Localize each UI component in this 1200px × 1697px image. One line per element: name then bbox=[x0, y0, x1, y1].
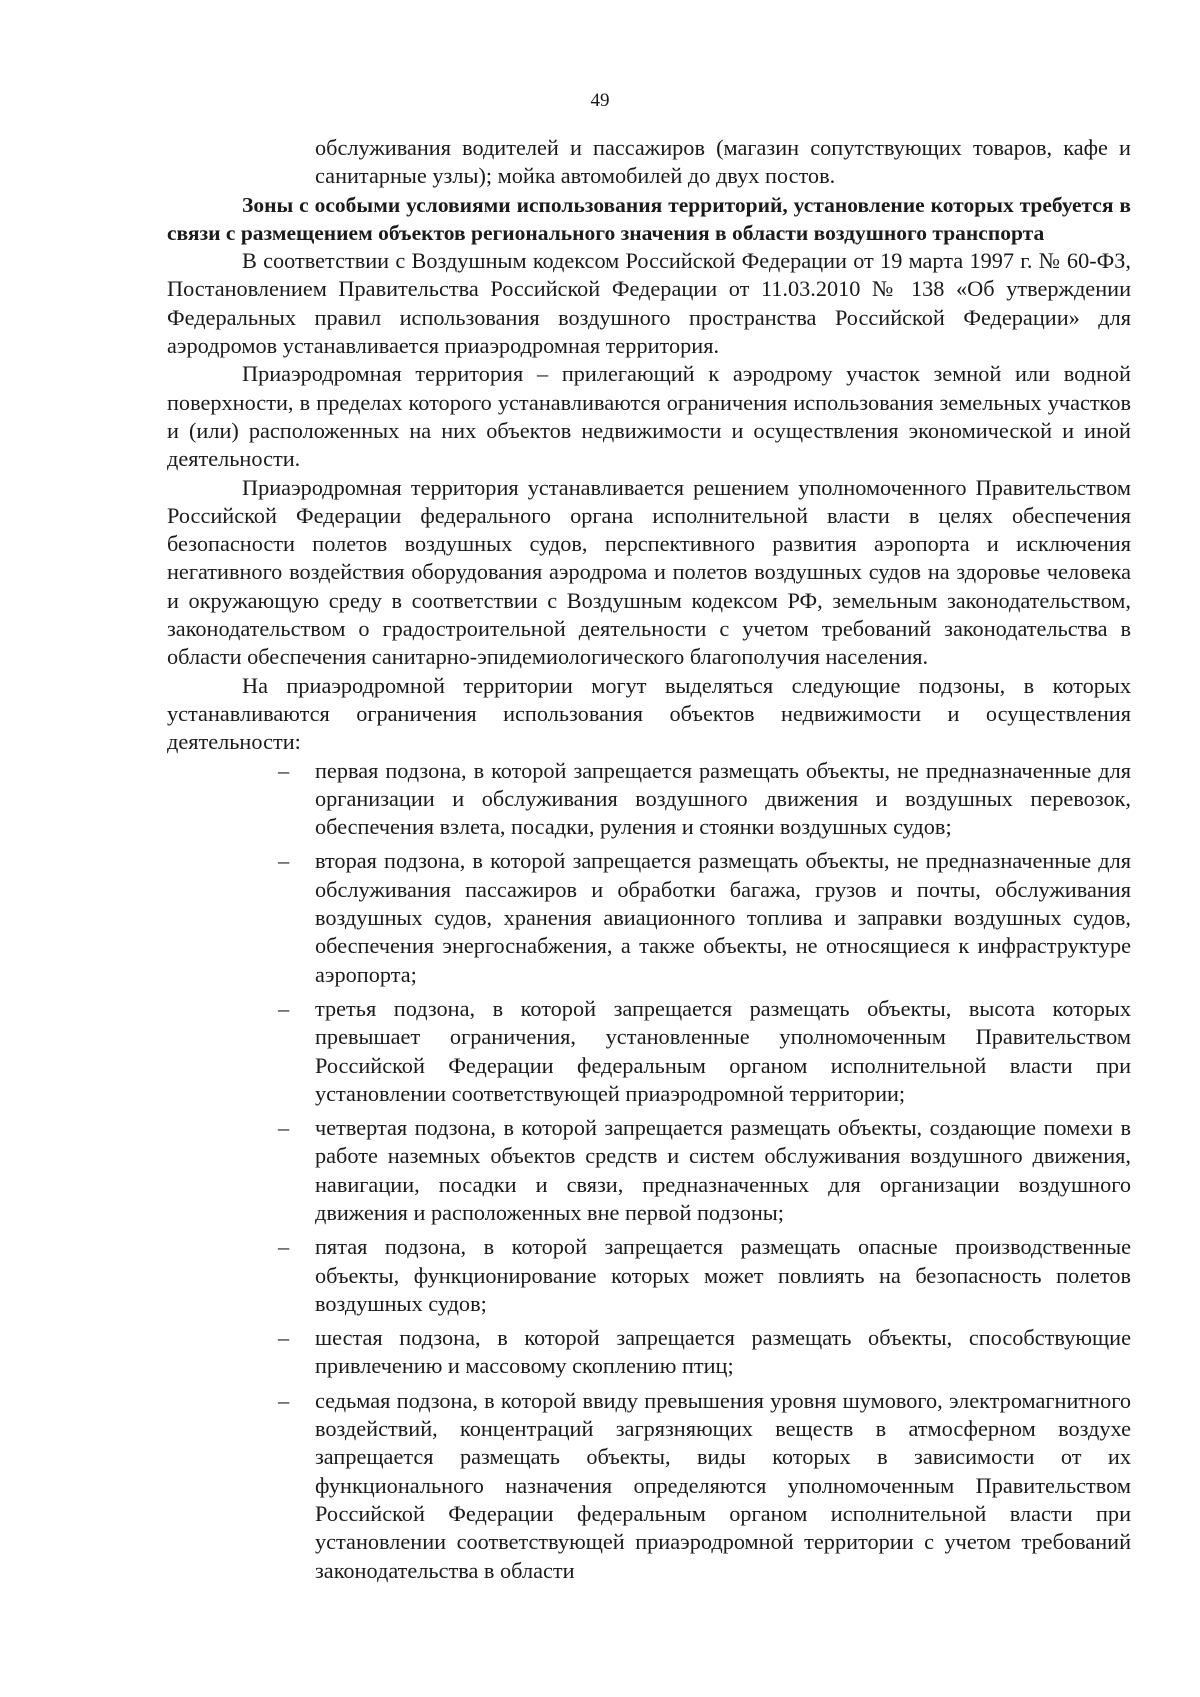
subzone-text: седьмая подзона, в которой ввиду превышения уровня шумового, электромагнитного воздействий, концентраций загрязняющих веществ в атмосферном воздухе запрещается размещать объекты, виды которых в зависимости от их функционального назначения определяются уполномоченным Правительством Российской Федерации федеральным органом исполнительной власти при установлении соответствующей приаэродромной территории с учетом требований законодательства в области bbox=[315, 1387, 1131, 1583]
paragraph-legal-basis: В соответствии с Воздушным кодексом Российской Федерации от 19 марта 1997 г. № 60-ФЗ, Постановлением Правительства Российской Федерации от 11.03.2010 № 138 «Об утверждении Федеральных правил использования воздушного пространства Российской Федерации» для аэродромов устанавливается приаэродромная территория. bbox=[167, 248, 1131, 359]
list-item bbox=[278, 1324, 1131, 1381]
bullet-dash: – bbox=[278, 1234, 290, 1260]
subzone-text: шестая подзона, в которой запрещается размещать объекты, способствующие привлечению и массовому скоплению птиц; bbox=[315, 1325, 1131, 1379]
subzone-text: четвертая подзона, в которой запрещается размещать объекты, создающие помехи в работе наземных объектов средств и систем обслуживания воздушного движения, навигации, посадки и связи, предназначенных для организации воздушного движения и расположенных вне первой подзоны; bbox=[315, 1115, 1131, 1225]
bullet-dash: – bbox=[278, 1387, 290, 1413]
subzone-list bbox=[167, 757, 1131, 1585]
bullet-dash: – bbox=[278, 757, 290, 783]
list-item bbox=[278, 1233, 1131, 1318]
page-number: 49 bbox=[590, 90, 610, 111]
list-item bbox=[278, 757, 1131, 842]
paragraph-establishment: Приаэродромная территория устанавливается решением уполномоченного Правительством Российской Федерации федерального органа исполнительной власти в целях обеспечения безопасности полетов воздушных судов, перспективного развития аэропорта и исключения негативного воздействия оборудования аэродрома и полетов воздушных судов на здоровье человека и окружающую среду в соответствии с Воздушным кодексом РФ, земельным законодательством, законодательством о градостроительной деятельности с учетом требований законодательства в области обеспечения санитарно-эпидемиологического благополучия населения. bbox=[167, 474, 1131, 670]
paragraph-definition: Приаэродромная территория – прилегающий к аэродрому участок земной или водной поверхности, в пределах которого устанавливаются ограничения использования земельных участков и (или) расположенных на них объектов недвижимости и осуществления экономической и иной деятельности. bbox=[167, 361, 1131, 472]
document-body bbox=[167, 134, 1131, 1591]
subzone-text: вторая подзона, в которой запрещается размещать объекты, не предназначенные для обслуживания пассажиров и обработки багажа, грузов и почты, обслуживания воздушных судов, хранения авиационного топлива и заправки воздушных судов, обеспечения энергоснабжения, а также объекты, не относящиеся к инфраструктуре аэропорта; bbox=[315, 848, 1131, 987]
section-heading: Зоны с особыми условиями использования территорий, установление которых требуется в связи с размещением объектов регионального значения в области воздушного транспорта bbox=[167, 192, 1131, 245]
subzone-text: третья подзона, в которой запрещается размещать объекты, высота которых превышает ограничения, установленные уполномоченным Правительством Российской Федерации федеральным органом исполнительной власти при установлении соответствующей приаэродромной территории; bbox=[315, 995, 1131, 1106]
list-item bbox=[278, 847, 1131, 988]
bullet-dash: – bbox=[278, 1325, 290, 1351]
bullet-dash: – bbox=[278, 995, 290, 1021]
subzone-text: первая подзона, в которой запрещается размещать объекты, не предназначенные для организации и обслуживания воздушного движения и воздушных перевозок, обеспечения взлета, посадки, руления и стоянки воздушных судов; bbox=[315, 757, 1131, 840]
paragraph-subzones-intro: На приаэродромной территории могут выделяться следующие подзоны, в которых устанавливаются ограничения использования объектов недвижимости и осуществления деятельности: bbox=[167, 672, 1131, 755]
subzone-text: пятая подзона, в которой запрещается размещать опасные производственные объекты, функционирование которых может повлиять на безопасность полетов воздушных судов; bbox=[315, 1234, 1131, 1316]
bullet-dash: – bbox=[278, 1115, 290, 1141]
continuation-text: обслуживания водителей и пассажиров (магазин сопутствующих товаров, кафе и санитарные узлы); мойка автомобилей до двух постов. bbox=[315, 135, 1131, 189]
bullet-dash: – bbox=[278, 848, 290, 874]
list-item bbox=[278, 995, 1131, 1108]
list-item bbox=[278, 1387, 1131, 1585]
list-item bbox=[278, 1114, 1131, 1227]
